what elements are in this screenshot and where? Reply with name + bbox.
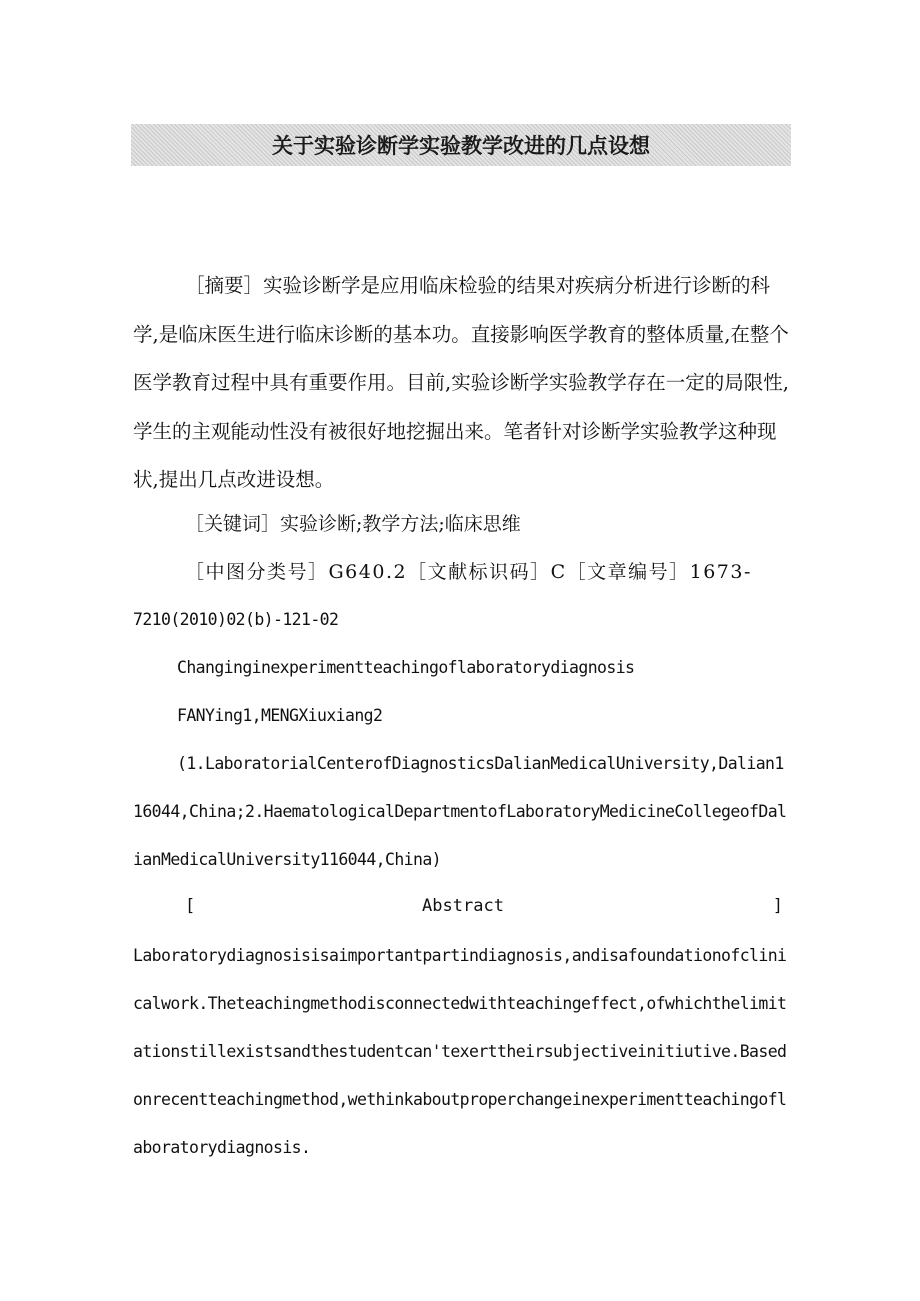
abstract-label: Abstract xyxy=(422,896,504,916)
affiliation: (1.LaboratorialCenterofDiagnosticsDalianMedicalUniversity,Dalian116044,China;2.HaematologicalDepartmentofLaboratoryMedicineCollegeofDalianMedicalUniversity116044,China) xyxy=(133,754,787,869)
abstract-open-bracket: [ xyxy=(185,896,196,916)
keywords: ［关键词］实验诊断;教学方法;临床思维 xyxy=(185,513,521,535)
english-title: Changinginexperimentteachingoflaboratorydiagnosis xyxy=(177,658,635,677)
title-banner xyxy=(131,124,791,166)
chinese-abstract: ［摘要］实验诊断学是应用临床检验的结果对疾病分析进行诊断的科学,是临床医生进行临床诊断的基本功。直接影响医学教育的整体质量,在整个医学教育过程中具有重要作用。目前,实验诊断学实验教学存在一定的局限性,学生的主观能动性没有被很好地挖掘出来。笔者针对诊断学实验教学这种现状,提出几点改进设想。 xyxy=(133,274,789,492)
authors: FANYing1,MENGXiuxiang2 xyxy=(177,706,383,725)
classification-line-2: 7210(2010)02(b)-121-02 xyxy=(133,610,339,629)
abstract-heading xyxy=(133,884,793,932)
abstract-close-bracket: ] xyxy=(772,896,783,916)
english-abstract: Laboratorydiagnosisisaimportantpartindiagnosis,andisafoundationofclinicalwork.Theteachingmethodisconnectedwithteachingeffect,ofwhichthelimitationstillexistsandthestudentcan'texerttheirsubjectiveinitiutive.Basedonrecentteachingmethod,wethinkaboutproperchangeinexperimentteachingoflaboratorydiagnosis. xyxy=(133,946,787,1157)
classification-line-1: ［中图分类号］G640.2［文献标识码］C［文章编号］1673- xyxy=(185,561,752,583)
page-title: 关于实验诊断学实验教学改进的几点设想 xyxy=(272,134,650,158)
